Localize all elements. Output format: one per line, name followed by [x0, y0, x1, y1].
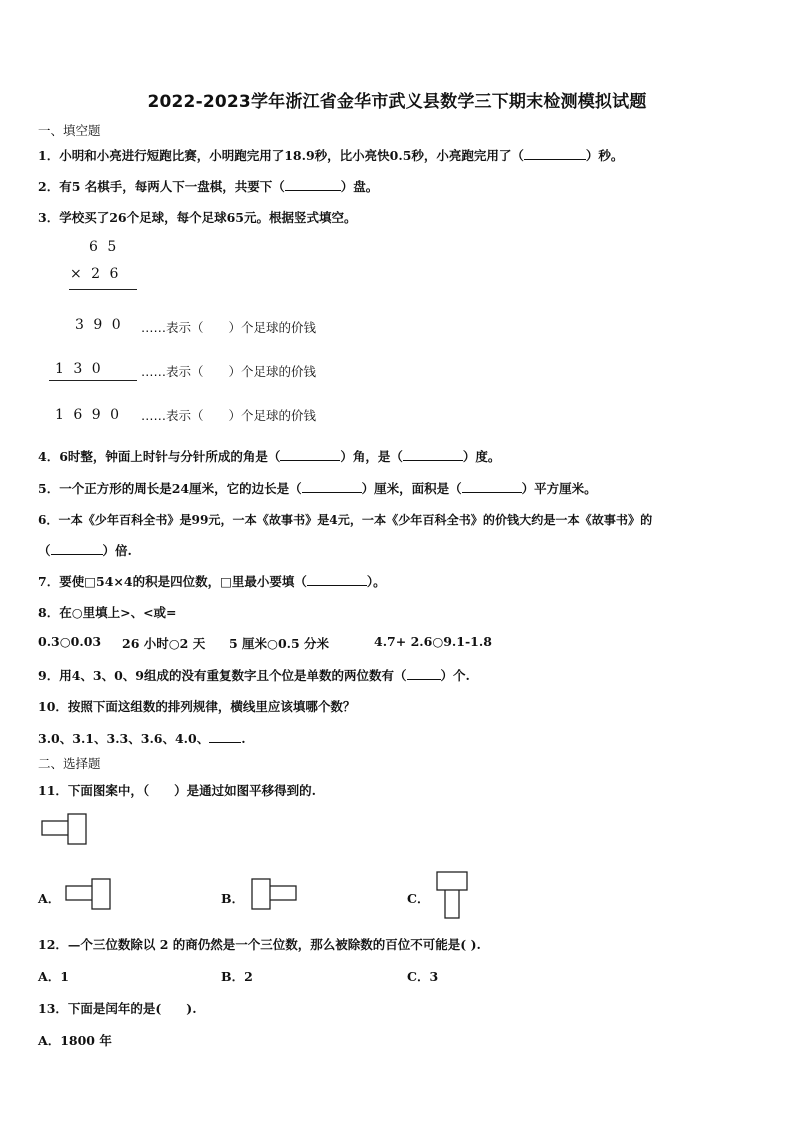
vertical-calc-row-4: 1 3 0: [55, 361, 101, 377]
question-10-text: 10．按照下面这组数的排列规律，横线里应该填哪个数？: [38, 699, 356, 714]
option-13-a[interactable]: A．1800 年: [38, 1033, 112, 1048]
question-7-text: 7．要使□54×4的积是四位数，□里最小要填（: [38, 574, 307, 589]
question-6-line-2: [38, 541, 132, 559]
answer-blank-4b[interactable]: [403, 448, 463, 461]
question-1-text: 1．小明和小亮进行短跑比赛，小明跑完用了18.9秒，比小亮快0.5秒，小亮跑完用了（: [38, 148, 524, 163]
option-b-shape[interactable]: [250, 877, 310, 917]
answer-blank-2[interactable]: [285, 178, 341, 191]
number-sequence: 3.0、3.1、3.3、3.6、4.0、: [38, 731, 210, 746]
vertical-calc-note-1: ……表示（ ）个足球的价钱: [141, 320, 317, 335]
question-5-text: 5．一个正方形的周长是24厘米，它的边长是（: [38, 481, 302, 496]
section-choice: 二、选择题: [38, 756, 101, 771]
option-12-a[interactable]: A．1: [38, 969, 69, 984]
question-9-end: ）个.: [440, 668, 470, 683]
question-2-text: 2．有5 名棋手，每两人下一盘棋，共要下（: [38, 179, 285, 194]
compare-item-4[interactable]: 4.7+ 2.6○9.1-1.8: [374, 634, 492, 649]
vertical-calc-row-3: 3 9 0: [75, 317, 121, 333]
reference-shape: [40, 812, 100, 852]
question-7: [38, 572, 386, 590]
question-7-end: ）。: [366, 574, 386, 589]
answer-blank-6[interactable]: [51, 542, 103, 555]
answer-blank-10[interactable]: [209, 730, 241, 743]
question-2-end: ）盘。: [340, 179, 379, 194]
question-9-text: 9．用4、3、0、9组成的没有重复数字且个位是单数的两位数有（: [38, 668, 407, 683]
vertical-calc-note-2: ……表示（ ）个足球的价钱: [141, 364, 317, 379]
answer-blank-5a[interactable]: [302, 480, 362, 493]
question-2: [38, 177, 378, 195]
vertical-calc-row-1: 6 5: [89, 239, 117, 255]
option-11-c[interactable]: C．: [407, 891, 430, 906]
question-4-mid: ）角，是（: [340, 449, 403, 464]
question-5-mid: ）厘米，面积是（: [361, 481, 462, 496]
option-12-c[interactable]: C．3: [407, 969, 439, 984]
question-12-text: 12．—个三位数除以 2 的商仍然是一个三位数，那么被除数的百位不可能是( ).: [38, 937, 481, 952]
question-10-sequence: [38, 729, 246, 747]
question-13-text: 13．下面是闰年的是( ).: [38, 1001, 197, 1016]
question-5-end: ）平方厘米。: [521, 481, 597, 496]
answer-blank-7[interactable]: [307, 573, 367, 586]
compare-item-3[interactable]: 5 厘米○0.5 分米: [229, 636, 330, 651]
question-11-text: 11．下面图案中，（ ）是通过如图平移得到的.: [38, 783, 316, 798]
option-11-a[interactable]: A．: [38, 891, 61, 906]
answer-blank-5b[interactable]: [462, 480, 522, 493]
option-11-b[interactable]: B．: [221, 891, 245, 906]
option-a-shape[interactable]: [64, 877, 124, 917]
question-6-open: （: [38, 543, 51, 558]
vertical-calc-row-2: × 2 6: [70, 266, 119, 282]
option-12-b[interactable]: B．2: [221, 969, 253, 984]
question-4-end: ）度。: [462, 449, 501, 464]
page-title: 2022-2023学年浙江省金华市武义县数学三下期末检测模拟试题: [147, 92, 647, 112]
question-6-text: 6．一本《少年百科全书》是99元，一本《故事书》是4元，一本《少年百科全书》的价钱大约是一本《故事书》的: [38, 513, 653, 527]
answer-blank-1[interactable]: [524, 147, 586, 160]
vertical-calc-line-1: [69, 289, 137, 290]
answer-blank-9[interactable]: [407, 667, 441, 680]
vertical-calc-row-5: 1 6 9 0: [55, 407, 119, 423]
question-4-text: 4．6时整，钟面上时针与分针所成的角是（: [38, 449, 281, 464]
question-3-text: 3．学校买了26个足球，每个足球65元。根据竖式填空。: [38, 210, 357, 225]
compare-item-2[interactable]: 26 小时○2 天: [122, 636, 206, 651]
question-1: [38, 146, 623, 164]
question-8-text: 8．在○里填上>、<或=: [38, 605, 177, 620]
section-fill: 一、填空题: [38, 123, 101, 138]
question-1-end: ）秒。: [585, 148, 624, 163]
vertical-calc-line-2: [49, 380, 137, 381]
question-5: [38, 479, 597, 497]
option-c-shape[interactable]: [435, 870, 475, 922]
question-6-end: ）倍.: [102, 543, 132, 558]
question-10-end: .: [241, 731, 246, 746]
answer-blank-4a[interactable]: [280, 448, 340, 461]
vertical-calc-note-3: ……表示（ ）个足球的价钱: [141, 408, 317, 423]
compare-item-1[interactable]: 0.3○0.03: [38, 634, 102, 649]
question-9: [38, 666, 470, 684]
question-4: [38, 447, 500, 465]
